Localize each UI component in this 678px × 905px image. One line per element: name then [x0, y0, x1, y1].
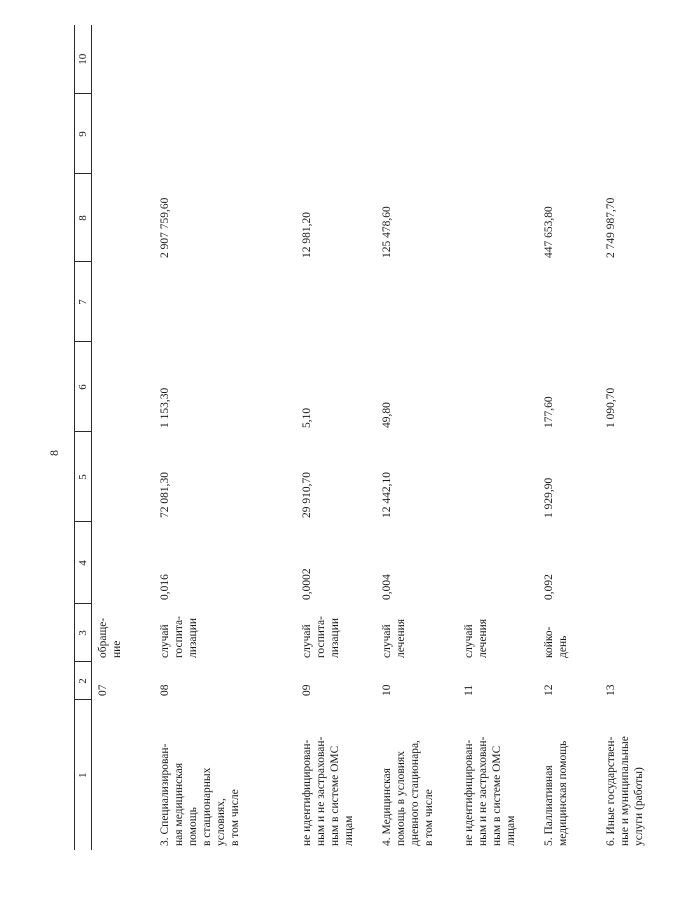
- row-unit: случай лечения: [463, 618, 489, 658]
- row-value: [154, 94, 296, 174]
- row-value: [458, 94, 538, 174]
- row-value: [92, 25, 154, 94]
- page-number: 8: [47, 450, 61, 456]
- report-table: [74, 25, 92, 850]
- row-value: 29 910,70: [301, 472, 313, 518]
- row-value: 447 653,80: [543, 206, 555, 258]
- header-cell: 4: [75, 522, 92, 604]
- rotated-table-sheet: [74, 25, 645, 850]
- table-row: [458, 25, 538, 850]
- row-value: 1 153,30: [159, 387, 171, 428]
- row-value: [376, 94, 458, 174]
- row-code: 11: [463, 684, 475, 696]
- row-unit: обраще- ние: [97, 617, 123, 658]
- row-value: [376, 25, 458, 94]
- header-cell: 2: [75, 662, 92, 700]
- row-value: 2 749 987,70: [605, 197, 617, 258]
- table-row: [538, 25, 600, 850]
- row-value: [458, 342, 538, 432]
- row-unit: койко- день: [543, 626, 569, 658]
- row-value: [92, 522, 154, 604]
- header-cell: 3: [75, 604, 92, 662]
- row-value: 0,016: [159, 574, 171, 600]
- row-value: 2 907 759,60: [159, 197, 171, 258]
- row-value: 0,092: [543, 574, 555, 600]
- table-row: [296, 25, 376, 850]
- header-cell: 1: [75, 700, 92, 850]
- row-label: [92, 700, 154, 850]
- row-value: [538, 262, 600, 342]
- row-value: [600, 432, 678, 522]
- row-unit: [600, 604, 678, 662]
- row-label: 5. Паллиативная медицинская помощь: [543, 740, 569, 846]
- row-label: 6. Иные государствен- ные и муниципальные услуги (работы): [605, 736, 645, 846]
- header-cell: 9: [75, 94, 92, 174]
- table-row: [92, 25, 154, 850]
- row-value: 125 478,60: [381, 206, 393, 258]
- row-value: [600, 522, 678, 604]
- row-value: 72 081,30: [159, 472, 171, 518]
- row-value: [458, 262, 538, 342]
- row-value: 12 442,10: [381, 472, 393, 518]
- row-label: 4. Медицинская помощь в условиях дневного стационара, в том числе: [381, 740, 435, 846]
- report-body: [92, 25, 678, 850]
- table-row: [376, 25, 458, 850]
- row-value: 0,004: [381, 574, 393, 600]
- row-label: не идентифицирован- ным и не застрахован- ным в системе ОМС лицам: [301, 736, 355, 846]
- row-value: [92, 94, 154, 174]
- row-value: [376, 262, 458, 342]
- row-value: 1 090,70: [605, 387, 617, 428]
- row-code: 07: [97, 684, 109, 696]
- header-row: [75, 25, 92, 850]
- row-value: 5,10: [301, 407, 313, 428]
- row-value: [92, 262, 154, 342]
- row-value: [600, 94, 678, 174]
- row-label: не идентифицирован- ным и не застрахован- ным в системе ОМС лицам: [463, 736, 517, 846]
- row-value: 0,0002: [301, 568, 313, 600]
- row-value: [296, 262, 376, 342]
- row-value: [538, 25, 600, 94]
- header-cell: 6: [75, 342, 92, 432]
- row-value: 12 981,20: [301, 212, 313, 258]
- row-label: 3. Специализирован- ная медицинская помощь в стационарных условиях, в том числе: [159, 743, 241, 846]
- row-value: [296, 25, 376, 94]
- header-cell: 8: [75, 174, 92, 262]
- row-unit: случай госпита- лизации: [301, 616, 341, 658]
- row-value: [600, 262, 678, 342]
- row-value: [458, 25, 538, 94]
- row-value: [458, 432, 538, 522]
- row-value: [458, 174, 538, 262]
- row-value: [92, 342, 154, 432]
- row-value: [458, 522, 538, 604]
- row-unit: случай госпита- лизации: [159, 616, 199, 658]
- row-value: [154, 262, 296, 342]
- table-row: [154, 25, 296, 850]
- row-code: 08: [159, 684, 171, 696]
- row-value: [538, 94, 600, 174]
- row-value: 177,60: [543, 396, 555, 428]
- row-value: 49,80: [381, 402, 393, 428]
- row-unit: случай лечения: [381, 618, 407, 658]
- row-value: [296, 94, 376, 174]
- row-value: [154, 25, 296, 94]
- row-code: 13: [605, 684, 617, 696]
- row-value: [92, 174, 154, 262]
- header-cell: 5: [75, 432, 92, 522]
- table-row: [600, 25, 678, 850]
- row-value: [600, 25, 678, 94]
- row-code: 09: [301, 684, 313, 696]
- row-code: 10: [381, 684, 393, 696]
- row-value: [92, 432, 154, 522]
- row-code: 12: [543, 684, 555, 696]
- header-cell: 7: [75, 262, 92, 342]
- header-cell: 10: [75, 25, 92, 94]
- row-value: 1 929,90: [543, 477, 555, 518]
